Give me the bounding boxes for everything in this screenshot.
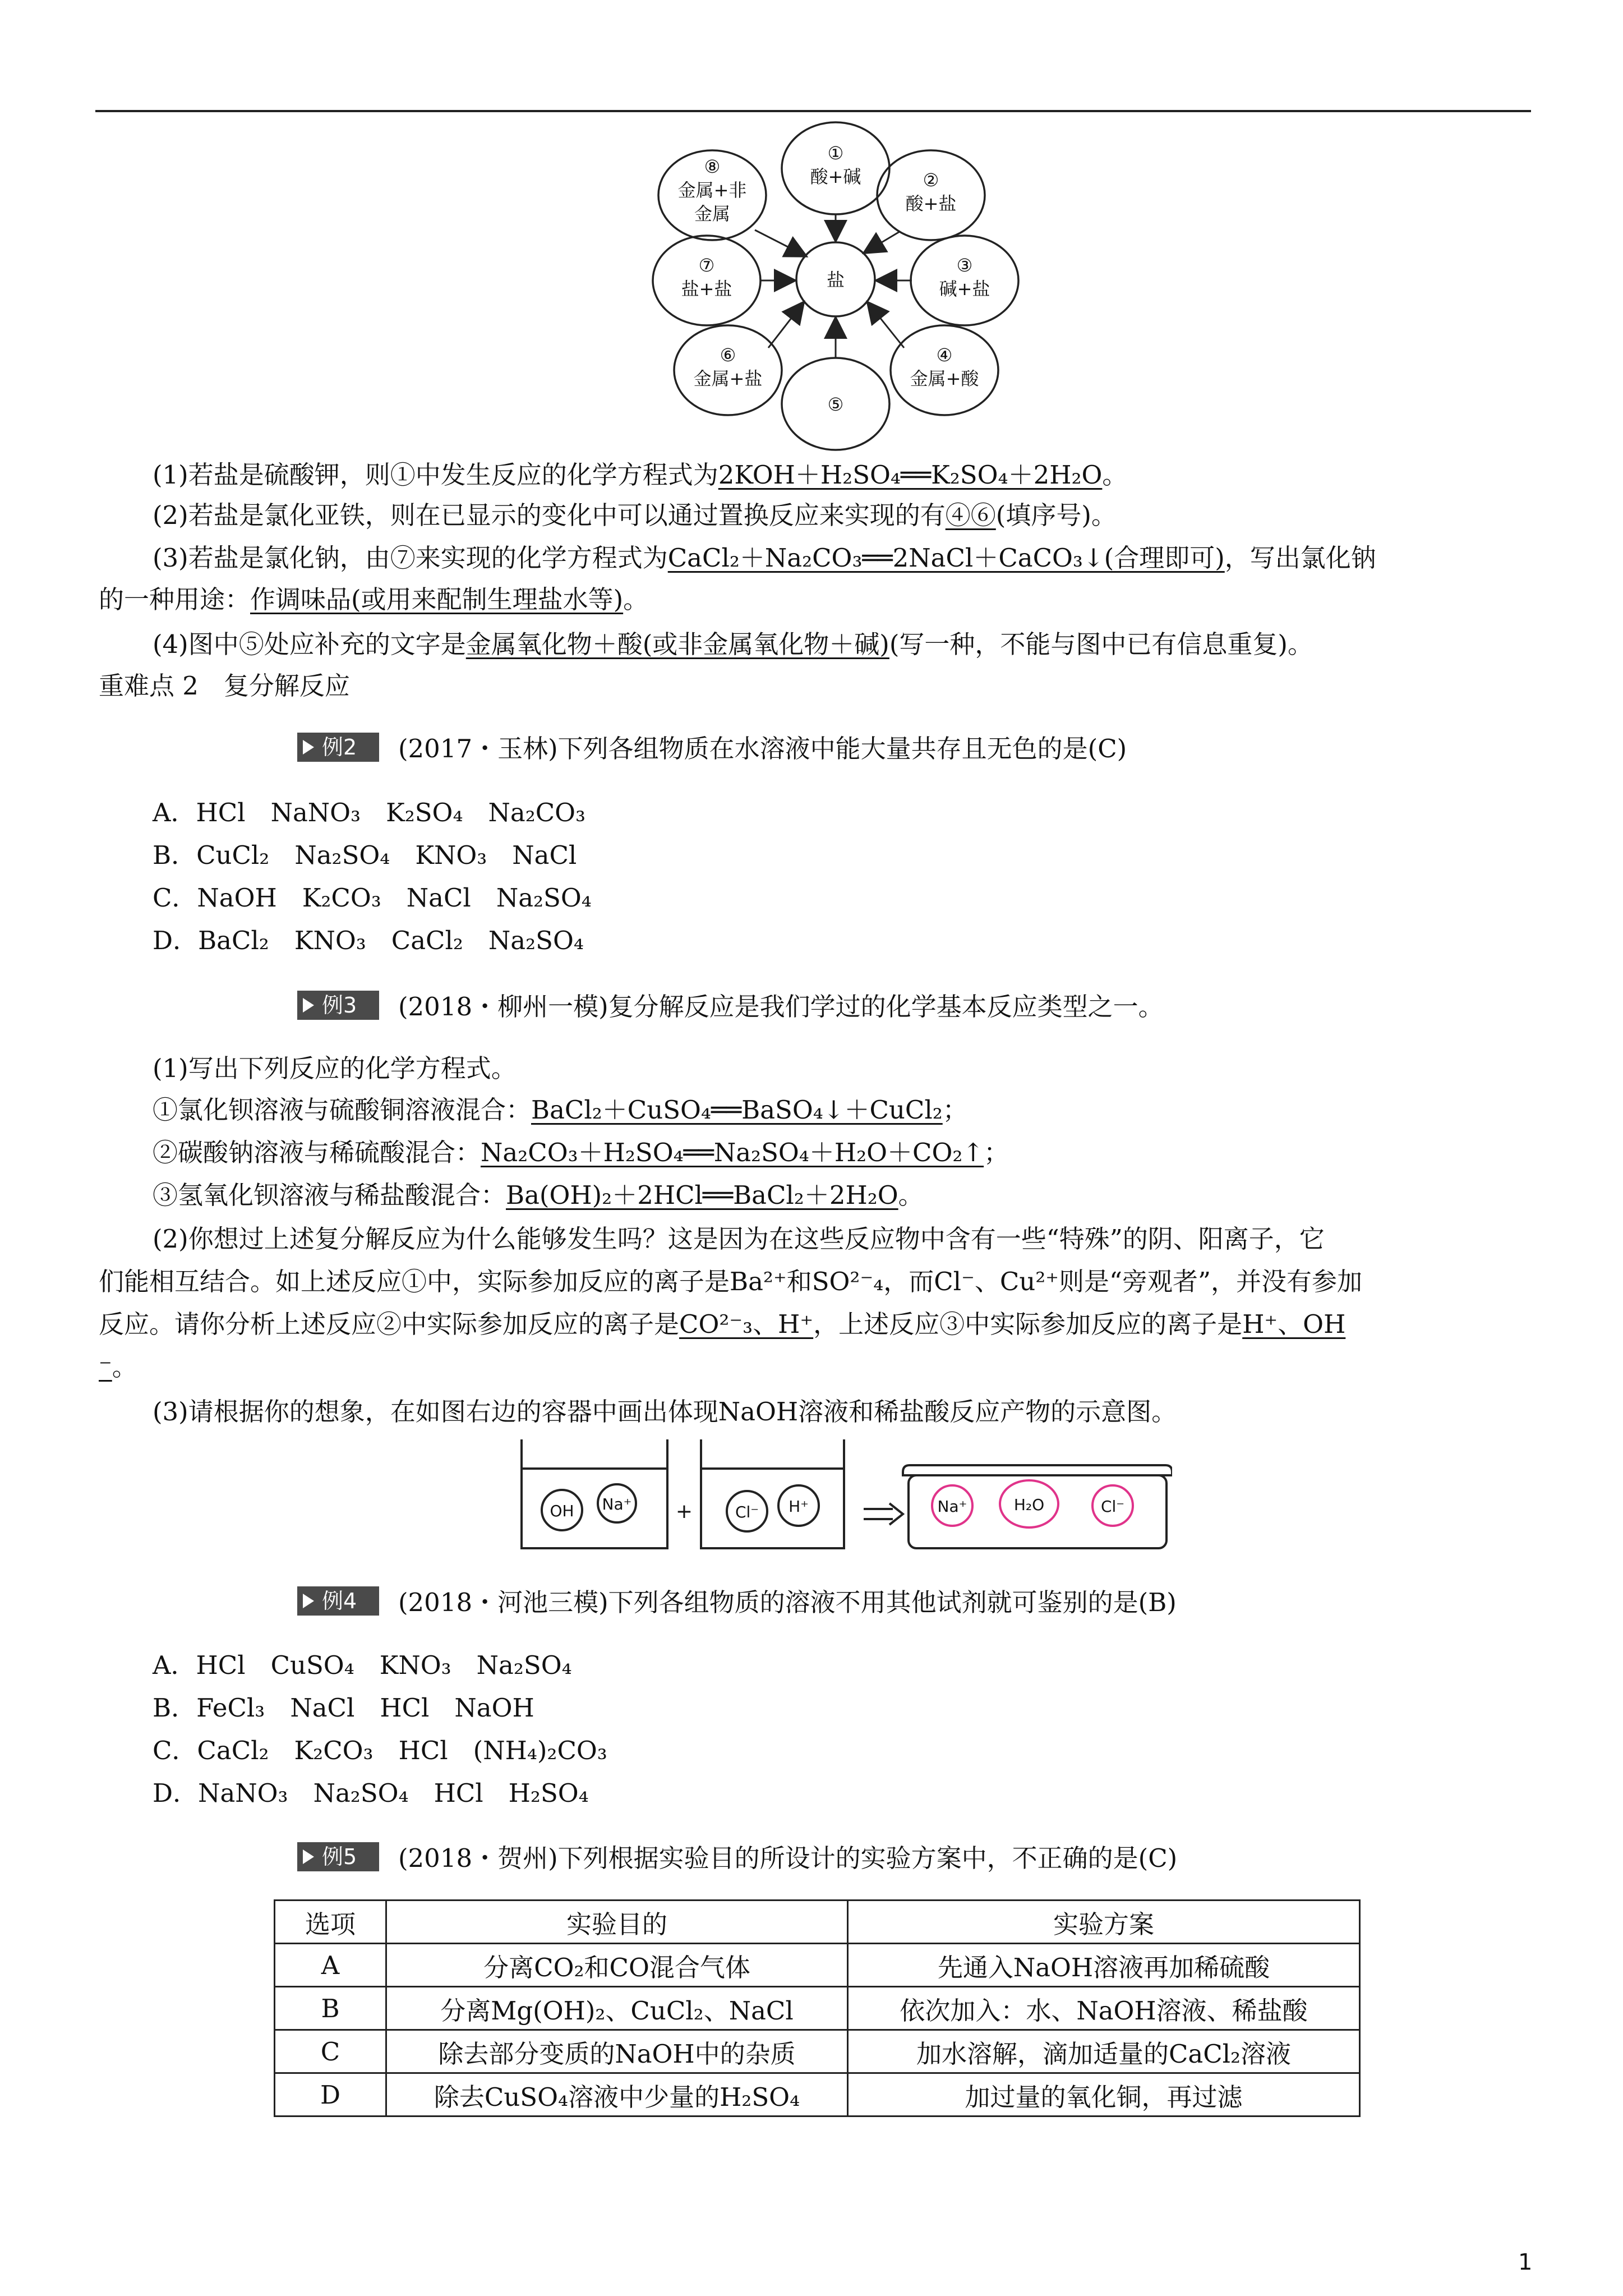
table-cell: 加水溶解，滴加适量的CaCl₂溶液 xyxy=(848,2030,1360,2073)
ex3-answer-ions-2: CO²⁻₃、H⁺ xyxy=(679,1309,814,1339)
answer-3: CaCl₂＋Na₂CO₃══2NaCl＋CaCO₃↓(合理即可) xyxy=(667,543,1225,573)
ex2-option-d: D．BaCl₂ KNO₃ CaCl₂ Na₂SO₄ xyxy=(153,926,584,955)
section-heading: 重难点 2 复分解反应 xyxy=(99,671,350,701)
node-1-num: ① xyxy=(827,142,844,164)
experiment-table xyxy=(274,1899,1361,2117)
q1-part1: (1)若盐是硫酸钾，则①中发生反应的化学方程式为2KOH＋H₂SO₄══K₂SO₄＋2H₂O。 xyxy=(153,460,1128,490)
node-1-label: 酸+碱 xyxy=(810,166,861,187)
table-cell: B xyxy=(275,1987,386,2030)
q1-part2: (2)若盐是氯化亚铁，则在已显示的变化中可以通过置换反应来实现的有④⑥(填序号)。 xyxy=(153,500,1117,530)
example-4-label: 例4 xyxy=(297,1586,379,1616)
page-number: 1 xyxy=(1518,2249,1533,2275)
ex3-eq3: ③氢氧化钡溶液与稀盐酸混合：Ba(OH)₂＋2HCl══BaCl₂＋2H₂O。 xyxy=(153,1180,924,1210)
table-cell: 先通入NaOH溶液再加稀硫酸 xyxy=(848,1944,1360,1987)
ex2-option-b: B．CuCl₂ Na₂SO₄ KNO₃ NaCl xyxy=(153,840,577,870)
table-cell: 除去CuSO₄溶液中少量的H₂SO₄ xyxy=(386,2073,848,2116)
ex2-option-a: A．HCl NaNO₃ K₂SO₄ Na₂CO₃ xyxy=(153,798,586,827)
ex3-sub2-line4: ⁻。 xyxy=(99,1352,137,1382)
product-cl: Cl⁻ xyxy=(1100,1497,1125,1516)
ex3-answer-eq1: BaCl₂＋CuSO₄══BaSO₄↓＋CuCl₂ xyxy=(531,1095,943,1125)
ex3-sub2-line2: 们能相互结合。如上述反应①中，实际参加反应的离子是Ba²⁺和SO²⁻₄，而Cl⁻、Cu²⁺则是“旁观者”，并没有参加 xyxy=(99,1267,1363,1296)
beaker-figure xyxy=(516,1434,1172,1557)
table-row xyxy=(275,2073,1360,2116)
table-cell: D xyxy=(275,2073,386,2116)
ex3-eq2: ②碳酸钠溶液与稀硫酸混合：Na₂CO₃＋H₂SO₄══Na₂SO₄＋H₂O＋CO₂↑； xyxy=(153,1138,1009,1167)
node-7-label: 盐+盐 xyxy=(681,278,732,300)
answer-3b: 作调味品(或用来配制生理盐水等) xyxy=(250,585,624,614)
ex3-eq1: ①氯化钡溶液与硫酸铜溶液混合：BaCl₂＋CuSO₄══BaSO₄↓＋CuCl₂； xyxy=(153,1095,968,1125)
node-2-num: ② xyxy=(923,169,939,191)
ex3-answer-eq3: Ba(OH)₂＋2HCl══BaCl₂＋2H₂O xyxy=(506,1180,898,1210)
node-3-label: 碱+盐 xyxy=(939,278,990,300)
answer-4: 金属氧化物＋酸(或非金属氧化物＋碱) xyxy=(465,629,889,659)
example-3-label: 例3 xyxy=(297,991,379,1020)
diagram-center: 盐 xyxy=(826,269,845,291)
ion-oh: OH xyxy=(550,1502,574,1520)
ex2-option-c: C．NaOH K₂CO₃ NaCl Na₂SO₄ xyxy=(153,883,592,913)
ex4-option-a: A．HCl CuSO₄ KNO₃ Na₂SO₄ xyxy=(153,1650,572,1680)
ex3-sub2-line3: 反应。请你分析上述反应②中实际参加反应的离子是CO²⁻₃、H⁺，上述反应③中实际参加反应的离子是H⁺、OH xyxy=(99,1309,1346,1339)
table-cell: 分离CO₂和CO混合气体 xyxy=(386,1944,848,1987)
node-8-label: 金属+非 xyxy=(677,180,747,201)
ex4-option-b: B．FeCl₃ NaCl HCl NaOH xyxy=(153,1693,534,1723)
node-3-num: ③ xyxy=(956,255,973,276)
example-5-stem: (2018・贺州)下列根据实验目的所设计的实验方案中，不正确的是(C) xyxy=(398,1843,1178,1873)
node-4-num: ④ xyxy=(936,344,953,366)
example-2-stem: (2017・玉林)下列各组物质在水溶液中能大量共存且无色的是(C) xyxy=(398,734,1127,763)
example-5-label: 例5 xyxy=(297,1842,379,1871)
table-row xyxy=(275,1987,1360,2030)
ex3-sub3: (3)请根据你的想象，在如图右边的容器中画出体现NaOH溶液和稀盐酸反应产物的示意图。 xyxy=(153,1397,1177,1427)
table-header: 实验方案 xyxy=(848,1901,1360,1944)
q1-part3: (3)若盐是氯化钠，由⑦来实现的化学方程式为CaCl₂＋Na₂CO₃══2NaCl＋CaCO₃↓(合理即可)，写出氯化钠 xyxy=(153,543,1376,573)
product-na: Na⁺ xyxy=(937,1497,967,1516)
table-row xyxy=(275,2030,1360,2073)
table-cell: A xyxy=(275,1944,386,1987)
ex3-answer-eq2: Na₂CO₃＋H₂SO₄══Na₂SO₄＋H₂O＋CO₂↑ xyxy=(481,1138,984,1167)
node-6-label: 金属+盐 xyxy=(693,368,763,389)
ex3-sub1: (1)写出下列反应的化学方程式。 xyxy=(153,1053,517,1083)
example-3-stem: (2018・柳州一模)复分解反应是我们学过的化学基本反应类型之一。 xyxy=(398,992,1164,1022)
table-header-row xyxy=(275,1901,1360,1944)
ion-h: H⁺ xyxy=(789,1497,809,1516)
product-h2o: H₂O xyxy=(1013,1496,1045,1514)
ex3-answer-ions-3: H⁺、OH xyxy=(1242,1309,1346,1339)
table-row xyxy=(275,1944,1360,1987)
node-2-label: 酸+盐 xyxy=(905,193,957,214)
node-7-num: ⑦ xyxy=(698,255,715,276)
table-header: 实验目的 xyxy=(386,1901,848,1944)
answer-2: ④⑥ xyxy=(945,500,996,530)
ion-cl: Cl⁻ xyxy=(735,1503,759,1521)
node-8-num: ⑧ xyxy=(704,156,721,177)
example-4-stem: (2018・河池三模)下列各组物质的溶液不用其他试剂就可鉴别的是(B) xyxy=(398,1588,1177,1617)
table-header: 选项 xyxy=(275,1901,386,1944)
node-6-num: ⑥ xyxy=(720,344,736,366)
node-8-label-2: 金属 xyxy=(694,203,731,224)
node-5-num: ⑤ xyxy=(827,394,844,415)
table-cell: 分离Mg(OH)₂、CuCl₂、NaCl xyxy=(386,1987,848,2030)
node-4-label: 金属+酸 xyxy=(910,368,979,389)
salt-formation-diagram xyxy=(606,112,1032,460)
q1-part3-cont: 的一种用途：作调味品(或用来配制生理盐水等)。 xyxy=(99,585,649,614)
example-2-label: 例2 xyxy=(297,733,379,762)
table-cell: C xyxy=(275,2030,386,2073)
plus-sign: + xyxy=(675,1500,693,1523)
answer-1: 2KOH＋H₂SO₄══K₂SO₄＋2H₂O xyxy=(718,460,1103,490)
table-cell: 加过量的氧化铜，再过滤 xyxy=(848,2073,1360,2116)
q1-part4: (4)图中⑤处应补充的文字是金属氧化物＋酸(或非金属氧化物＋碱)(写一种，不能与图中已有信息重复)。 xyxy=(153,629,1313,659)
table-cell: 依次加入：水、NaOH溶液、稀盐酸 xyxy=(848,1987,1360,2030)
ex4-option-d: D．NaNO₃ Na₂SO₄ HCl H₂SO₄ xyxy=(153,1778,589,1808)
ex4-option-c: C．CaCl₂ K₂CO₃ HCl (NH₄)₂CO₃ xyxy=(153,1736,607,1765)
ion-na: Na⁺ xyxy=(602,1495,632,1513)
table-cell: 除去部分变质的NaOH中的杂质 xyxy=(386,2030,848,2073)
ex3-sub2-line1: (2)你想过上述复分解反应为什么能够发生吗？这是因为在这些反应物中含有一些“特殊”的阴、阳离子，它 xyxy=(153,1224,1325,1254)
